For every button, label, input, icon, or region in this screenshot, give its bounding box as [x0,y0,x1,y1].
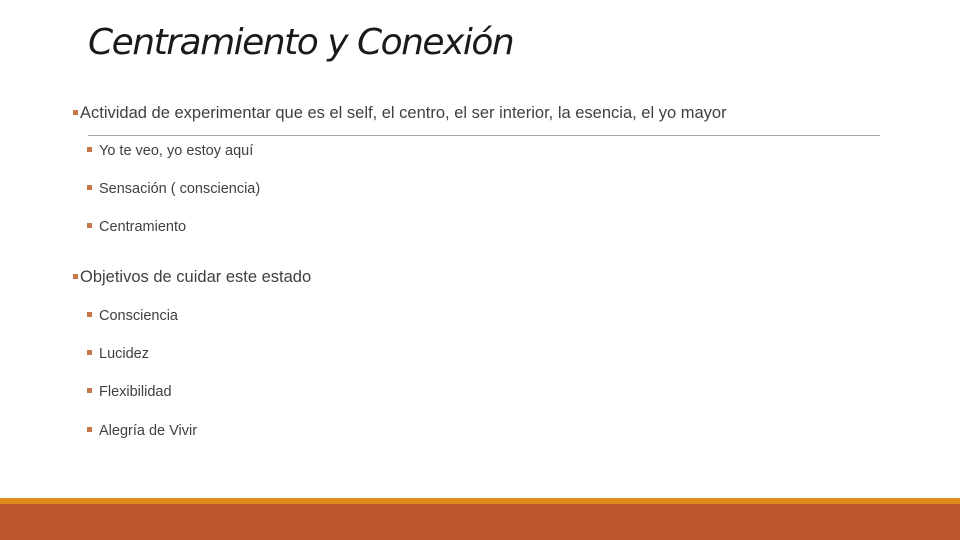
square-bullet-icon [87,427,92,432]
divider-line [88,135,880,136]
square-bullet-icon [87,350,92,355]
slide-title: Centramiento y Conexión [88,22,514,63]
section-heading-text: Actividad de experimentar que es el self, el centro, el ser interior, la esencia, el yo mayor [80,104,727,122]
square-bullet-icon [87,223,92,228]
section-heading-text: Objetivos de cuidar este estado [80,268,312,286]
list-item [87,308,178,324]
square-bullet-icon [73,110,78,115]
section-heading-2 [73,268,311,287]
list-item-text: Alegría de Vivir [99,423,198,439]
list-item-text: Yo te veo, yo estoy aquí [99,143,254,159]
list-item [87,346,149,362]
list-item [87,143,253,159]
list-item [87,423,197,439]
list-item-text: Sensación ( consciencia) [99,181,261,197]
square-bullet-icon [73,274,78,279]
list-item-text: Flexibilidad [99,384,172,400]
list-item-text: Lucidez [99,346,149,362]
list-item-text: Centramiento [99,219,187,235]
list-item [87,384,172,400]
section-heading-1 [73,104,727,123]
square-bullet-icon [87,388,92,393]
list-item-text: Consciencia [99,308,178,324]
square-bullet-icon [87,185,92,190]
square-bullet-icon [87,312,92,317]
list-item [87,219,186,235]
square-bullet-icon [87,147,92,152]
list-item [87,181,260,197]
footer-bar [0,504,960,540]
